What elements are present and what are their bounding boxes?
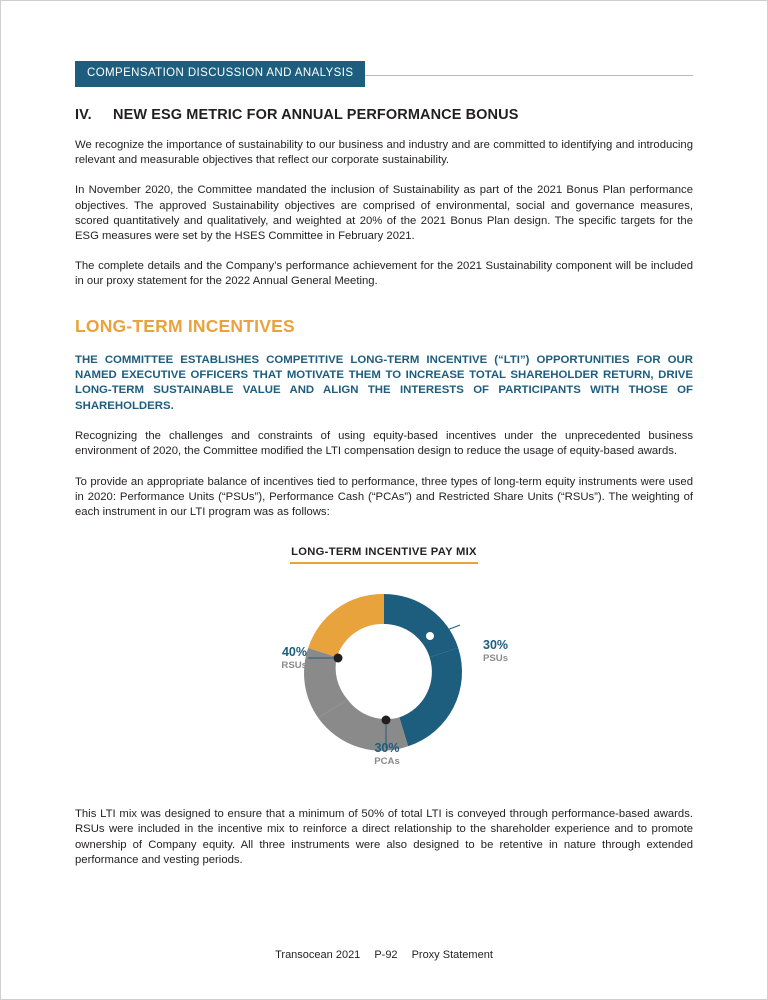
paragraph-esg-2: In November 2020, the Committee mandated the inclusion of Sustainability as part of the 2021 Bonus Plan performance objectives. The approved Sustainability objectives are comprised of environmental, social and governance measures, scored quantitatively and qualitatively, and weighted at 20% of the 2021 Bonus Plan design. The specific targets for the ESG measures were set by the HSES Committee in February 2021.: [75, 184, 693, 243]
footer-page-number: P-92: [374, 949, 398, 961]
donut-area: [75, 564, 693, 779]
page-footer: [1, 949, 767, 961]
leader-dot-psus: [426, 632, 434, 640]
chart-label-psus-name: PSUs: [483, 653, 509, 665]
section-banner-wrap: [75, 61, 693, 91]
chart-label-rsus-value: 40%: [281, 645, 307, 660]
section-title-text: NEW ESG METRIC FOR ANNUAL PERFORMANCE BONUS: [113, 107, 519, 123]
chart-title: LONG-TERM INCENTIVE PAY MIX: [291, 546, 477, 559]
page-content: [75, 61, 693, 868]
footer-company: Transocean 2021: [275, 949, 361, 961]
chart-label-pcas: [357, 742, 417, 768]
chart-label-psus-value: 30%: [483, 638, 509, 653]
chart-label-psus: [483, 639, 508, 665]
leader-dot-rsus: [334, 654, 343, 663]
paragraph-lti-1: Recognizing the challenges and constraints of using equity-based incentives under the unprecedented business environment of 2020, the Committee modified the LTI compensation design to reduce the usage of equity-based awards.: [75, 430, 693, 458]
paragraph-esg-3: The complete details and the Company’s performance achievement for the 2021 Sustainability component will be included in our proxy statement for the 2022 Annual General Meeting.: [75, 260, 693, 288]
donut-slice-rsus: [308, 594, 384, 657]
paragraph-lti-2: To provide an appropriate balance of incentives tied to performance, three types of long-term equity instruments were used in 2020: Performance Units (“PSUs”), Performance Cash (“PCAs”) and Restricted Share Units (“RSUs”). The weighting of each instrument in our LTI program was as follows:: [75, 475, 693, 519]
donut-slice-psus: [384, 594, 458, 657]
running-header-banner: COMPENSATION DISCUSSION AND ANALYSIS: [75, 61, 365, 87]
chart-label-pcas-value: 30%: [374, 741, 400, 756]
lti-pay-mix-chart: [75, 546, 693, 792]
lti-heading: LONG-TERM INCENTIVES: [75, 315, 295, 336]
section-heading: [75, 107, 693, 123]
section-number: IV.: [75, 107, 92, 123]
footer-document-name: Proxy Statement: [411, 949, 493, 961]
paragraph-esg-1: We recognize the importance of sustainability to our business and industry and are committed to identifying and introducing relevant and measurable objectives that reflect our corporate sustainability.: [75, 139, 693, 167]
donut-slice-psus-2: [399, 648, 462, 746]
leader-dot-pcas: [382, 716, 391, 725]
lti-lead-statement: THE COMMITTEE ESTABLISHES COMPETITIVE LONG-TERM INCENTIVE (“LTI”) OPPORTUNITIES FOR OUR NAMED EXECUTIVE OFFICERS THAT MOTIVATE THEM TO INCREASE TOTAL SHAREHOLDER RETURN, DRIVE LONG-TERM SUSTAINABLE VALUE AND ALIGN THE INTERESTS OF PARTICIPANTS WITH THOSE OF SHAREHOLDERS.: [75, 353, 693, 412]
chart-label-pcas-name: PCAs: [374, 756, 400, 768]
chart-label-rsus-name: RSUs: [281, 660, 307, 672]
chart-label-rsus: [247, 646, 307, 672]
paragraph-lti-3: This LTI mix was designed to ensure that a minimum of 50% of total LTI is conveyed through performance-based awards. RSUs were included in the incentive mix to reinforce a direct relationship to the shareholder experience and to promote ownership of Company equity. All three instruments were also designed to be retentive in nature through extended performance and vesting periods.: [75, 808, 693, 866]
